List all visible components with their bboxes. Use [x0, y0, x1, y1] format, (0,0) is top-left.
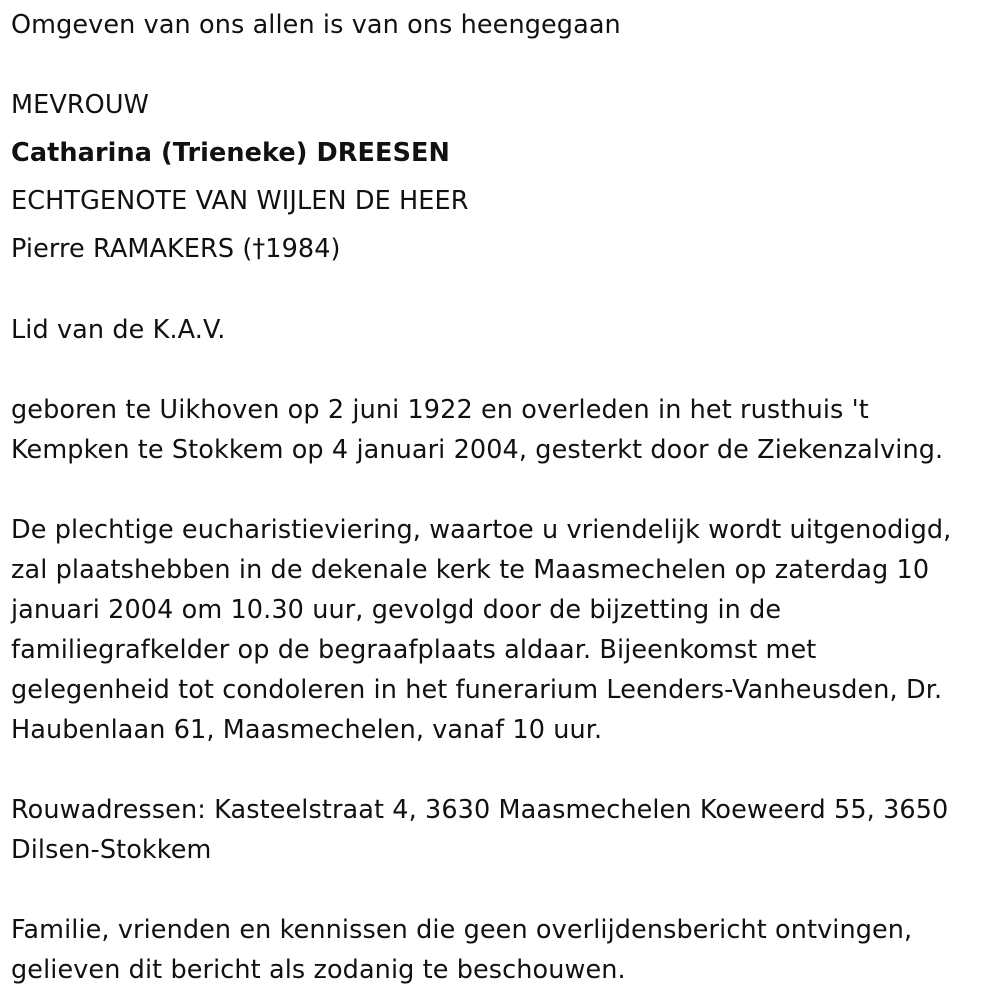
birth-death-line: Kempken te Stokkem op 4 januari 2004, gesterkt door de Ziekenzalving.	[11, 435, 944, 465]
ceremony-line: Haubenlaan 61, Maasmechelen, vanaf 10 uur.	[11, 715, 603, 745]
address-line: Rouwadressen: Kasteelstraat 4, 3630 Maasmechelen Koeweerd 55, 3650	[11, 795, 949, 825]
closing-line: Familie, vrienden en kennissen die geen overlijdensbericht ontvingen,	[11, 915, 913, 945]
title-prefix: MEVROUW	[11, 90, 149, 120]
address-line: Dilsen-Stokkem	[11, 835, 212, 865]
closing-line: gelieven dit bericht als zodanig te beschouwen.	[11, 955, 626, 985]
ceremony-line: januari 2004 om 10.30 uur, gevolgd door de bijzetting in de	[11, 595, 782, 625]
intro-text: Omgeven van ons allen is van ons heengegaan	[11, 10, 621, 40]
ceremony-line: zal plaatshebben in de dekenale kerk te Maasmechelen op zaterdag 10	[11, 555, 930, 585]
deceased-name: Catharina (Trieneke) DREESEN	[11, 138, 451, 168]
membership-text: Lid van de K.A.V.	[11, 315, 226, 345]
ceremony-line: familiegrafkelder op de begraafplaats aldaar. Bijeenkomst met	[11, 635, 817, 665]
ceremony-line: De plechtige eucharistieviering, waartoe u vriendelijk wordt uitgenodigd,	[11, 515, 952, 545]
ceremony-line: gelegenheid tot condoleren in het funerarium Leenders-Vanheusden, Dr.	[11, 675, 943, 705]
spouse-label: ECHTGENOTE VAN WIJLEN DE HEER	[11, 186, 469, 216]
birth-death-line: geboren te Uikhoven op 2 juni 1922 en overleden in het rusthuis 't	[11, 395, 869, 425]
spouse-name: Pierre RAMAKERS (†1984)	[11, 234, 341, 264]
